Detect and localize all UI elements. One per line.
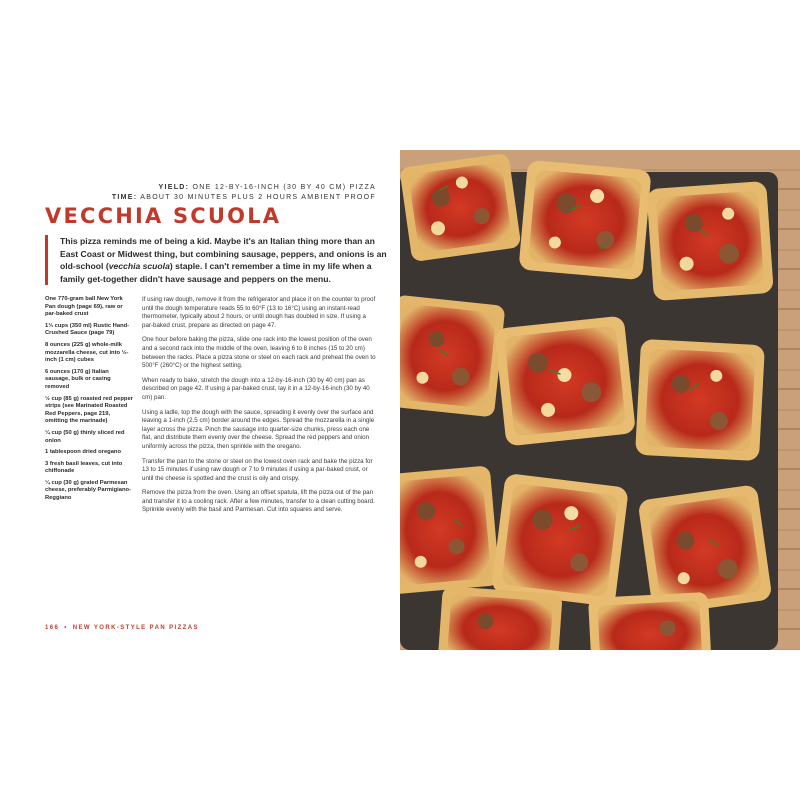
direction-step: Transfer the pan to the stone or steel on the lowest oven rack and bake the pizza for 13 to 15 minutes if using raw dough or 7 to 9 minutes if using a par-baked crust, or until the cheese is spotted and the crust is oily and crispy. <box>142 457 373 482</box>
ingredient-item: One 770-gram ball New York Pan dough (page 69), raw or par-baked crust <box>45 296 123 318</box>
pizza-photo <box>400 150 800 650</box>
direction-step: When ready to bake, stretch the dough into a 12-by-16-inch (30 by 40 cm) pan as described on page 42. If using a par-baked crust, lay it in a 12-by-16-inch (30 by 40 cm) pan. <box>142 376 370 401</box>
pizza-slice <box>400 153 521 262</box>
pizza-slice <box>518 160 651 280</box>
yield-time-block <box>112 183 376 203</box>
direction-step: Using a ladle, top the dough with the sauce, spreading it evenly over the surface and leaving a 1-inch (2.5 cm) border around the edges. Spread the mozzarella in a single layer across the pizza. Pinch the sausage into quarter-size chunks, press each one flat, and distribute them evenly over the cheese. Spread the red peppers and onion uniformly across the pizza, then sprinkle with the oregano. <box>142 408 375 450</box>
pizza-slice <box>491 473 629 607</box>
page-footer <box>45 625 199 631</box>
yield-value: ONE 12-BY-16-INCH (30 BY 40 CM) PIZZA <box>192 184 376 191</box>
recipe-intro <box>45 235 390 285</box>
direction-step: One hour before baking the pizza, slide one rack into the lowest position of the oven and a second rack into the middle of the oven, leaving 6 to 8 inches (15 to 20 cm) between the racks. Place a pizza stone or steel on each rack and preheat the oven to 500°F (260°C) or the highest setting. <box>142 336 376 370</box>
pizza-slice <box>635 339 765 461</box>
pizza-slice <box>588 592 712 650</box>
pizza-slice <box>400 295 505 418</box>
time-value: ABOUT 30 MINUTES PLUS 2 HOURS AMBIENT PROOF <box>140 194 376 201</box>
section-name: NEW YORK-STYLE PAN PIZZAS <box>72 625 199 631</box>
direction-step: Remove the pizza from the oven. Using an offset spatula, lift the pizza out of the pan and transfer it to a cooling rack. After a few minutes, transfer to a clean cutting board. Sprinkle evenly with the basil and Parmesan. Cut into squares and serve. <box>142 489 375 514</box>
ingredient-item: 1⅓ cups (350 ml) Rustic Hand-Crushed Sauce (page 79) <box>45 322 130 337</box>
ingredients-list <box>45 296 133 507</box>
intro-text-1: This pizza reminds me of being a kid. Maybe it's an Italian thing more than an East Coast or Midwest thing, but combining sausage, peppers, and onions is an old-school ( <box>60 236 387 272</box>
directions <box>142 296 377 521</box>
ingredient-item: 3 fresh basil leaves, cut into chiffonade <box>45 460 123 475</box>
pizza-slice <box>400 465 500 594</box>
pizza-slice <box>646 181 774 301</box>
time-line <box>112 193 376 203</box>
yield-line <box>112 183 376 193</box>
pizza-slices <box>400 153 774 650</box>
ingredient-item: ¼ cup (30 g) grated Parmesan cheese, preferably Parmigiano-Reggiano <box>45 479 132 502</box>
intro-italic: vecchia scuola <box>108 261 170 272</box>
yield-label: YIELD: <box>158 184 190 191</box>
direction-step: If using raw dough, remove it from the refrigerator and place it on the counter to proof until the dough temperature reads 55 to 60°F (13 to 16°C) using an instant-read thermometer, typically about 2 hours, or until dough has doubled in size. If using a par-baked crust, prepare as directed on page 47. <box>142 296 376 329</box>
ingredient-item: 8 ounces (225 g) whole-milk mozzarella cheese, cut into ½-inch (1 cm) cubes <box>45 341 129 364</box>
ingredient-item: ½ cup (85 g) roasted red pepper strips (see Marinated Roasted Red Peppers, page 219, omitting the marinade) <box>45 395 133 425</box>
pizza-slice <box>494 316 636 447</box>
intro-text-2: ) staple. I can't remember a time in my life when a family get-together didn't have sausage and peppers on the menu. <box>60 261 372 284</box>
pizza-slice <box>437 586 562 650</box>
ingredient-item: ¼ cup (50 g) thinly sliced red onion <box>45 429 125 444</box>
pizza-illustration <box>400 150 800 650</box>
recipe-title: VECCHIA SCUOLA <box>45 204 282 228</box>
ingredient-item: 1 tablespoon dried oregano <box>45 449 122 456</box>
page-number: 166 <box>45 625 60 631</box>
time-label: TIME: <box>111 194 138 201</box>
footer-bullet: • <box>64 625 68 631</box>
ingredient-item: 6 ounces (170 g) Italian sausage, bulk or casing removed <box>45 368 111 390</box>
